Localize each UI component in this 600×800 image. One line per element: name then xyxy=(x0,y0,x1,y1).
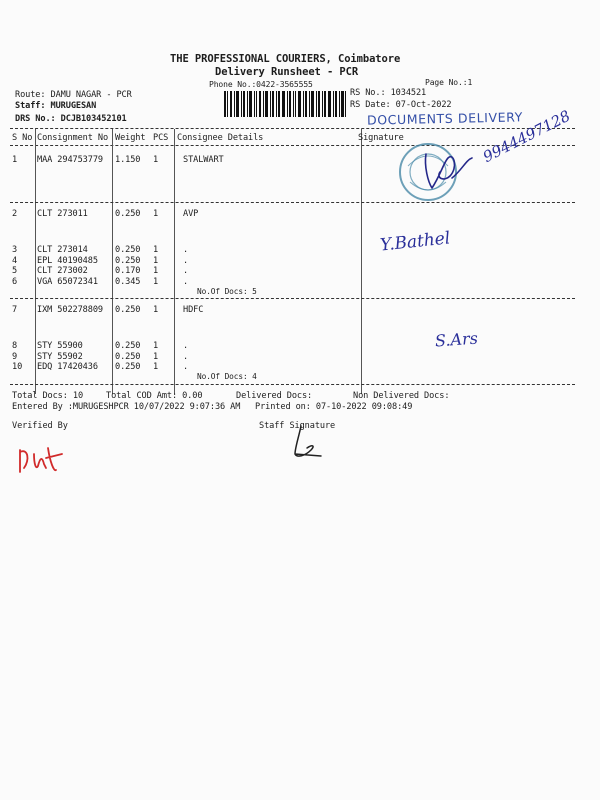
row-separator xyxy=(10,202,575,203)
table-top-rule xyxy=(10,128,575,129)
table-divider xyxy=(112,129,113,394)
delivered-docs: Delivered Docs: xyxy=(236,391,313,401)
col-weight: Weight xyxy=(115,133,146,143)
cell-sno: 10 xyxy=(12,362,23,372)
cell-weight: 0.250 xyxy=(115,245,141,255)
cell-pcs: 1 xyxy=(153,341,159,351)
cell-consignment: EDQ 17420436 xyxy=(37,362,98,372)
cell-consignment: CLT 273011 xyxy=(37,209,88,219)
cell-consignee: HDFC xyxy=(183,305,204,315)
page-number: Page No.:1 xyxy=(425,78,473,87)
table-divider xyxy=(35,129,36,394)
cell-consignment: STY 55902 xyxy=(37,352,83,362)
phone-number: Phone No.:0422-3565555 xyxy=(209,80,313,89)
cell-pcs: 1 xyxy=(153,256,159,266)
cell-weight: 1.150 xyxy=(115,155,141,165)
table-bottom-rule xyxy=(10,384,575,385)
cell-consignee: . xyxy=(183,362,189,372)
rs-date: RS Date: 07-Oct-2022 xyxy=(350,100,452,110)
cell-pcs: 1 xyxy=(153,277,159,287)
total-docs: Total Docs: 10 xyxy=(12,391,84,401)
handwritten-signature: Y.Bathel xyxy=(379,228,452,256)
cell-consignment: VGA 65072341 xyxy=(37,277,98,287)
cell-consignee: STALWART xyxy=(183,155,224,165)
verified-by-label: Verified By xyxy=(12,421,68,431)
cell-pcs: 1 xyxy=(153,362,159,372)
cell-weight: 0.250 xyxy=(115,209,141,219)
cell-sno: 1 xyxy=(12,155,18,165)
cell-consignment: STY 55900 xyxy=(37,341,83,351)
entered-by: Entered By :MURUGESHPCR 10/07/2022 9:07:36 AM xyxy=(12,402,241,412)
row-separator xyxy=(10,298,575,299)
printed-on: Printed on: 07-10-2022 09:08:49 xyxy=(255,402,413,412)
company-title: THE PROFESSIONAL COURIERS, Coimbatore xyxy=(170,53,401,65)
non-delivered-docs: Non Delivered Docs: xyxy=(353,391,450,401)
cell-consignee: . xyxy=(183,266,189,276)
cell-consignee: . xyxy=(183,341,189,351)
cell-pcs: 1 xyxy=(153,245,159,255)
docs-count-note: No.Of Docs: 5 xyxy=(197,287,257,296)
cell-weight: 0.170 xyxy=(115,266,141,276)
handwritten-phone: 9944497128 xyxy=(480,106,574,167)
runsheet-title: Delivery Runsheet - PCR xyxy=(215,66,359,78)
table-divider xyxy=(174,129,175,394)
cell-consignee: . xyxy=(183,277,189,287)
staff-signature-scribble xyxy=(287,424,327,460)
cell-weight: 0.250 xyxy=(115,341,141,351)
col-signature: Signature xyxy=(358,133,404,143)
cell-sno: 5 xyxy=(12,266,18,276)
cell-sno: 6 xyxy=(12,277,18,287)
cell-sno: 7 xyxy=(12,305,18,315)
cell-weight: 0.250 xyxy=(115,362,141,372)
col-pcs: PCS xyxy=(153,133,169,143)
cell-sno: 8 xyxy=(12,341,18,351)
col-sno: S No xyxy=(12,133,33,143)
table-divider xyxy=(361,129,362,394)
staff-signature-label: Staff Signature xyxy=(259,421,336,431)
cell-weight: 0.345 xyxy=(115,277,141,287)
cell-consignment: CLT 273002 xyxy=(37,266,88,276)
cell-consignee: AVP xyxy=(183,209,199,219)
cell-sno: 2 xyxy=(12,209,18,219)
rs-number: RS No.: 1034521 xyxy=(350,88,427,98)
cell-sno: 3 xyxy=(12,245,18,255)
route-label: Route: DAMU NAGAR - PCR xyxy=(15,90,132,100)
docs-count-note: No.Of Docs: 4 xyxy=(197,372,257,381)
cell-consignee: . xyxy=(183,245,189,255)
barcode xyxy=(224,91,346,117)
handwritten-signature: S.Ars xyxy=(434,328,479,351)
cell-pcs: 1 xyxy=(153,155,159,165)
cell-consignee: . xyxy=(183,256,189,266)
cell-consignment: MAA 294753779 xyxy=(37,155,103,165)
cell-consignment: CLT 273014 xyxy=(37,245,88,255)
staff-label: Staff: MURUGESAN xyxy=(15,101,97,111)
cell-sno: 4 xyxy=(12,256,18,266)
col-consignee: Consignee Details xyxy=(177,133,264,143)
signature-scribble xyxy=(418,148,478,194)
cell-weight: 0.250 xyxy=(115,256,141,266)
cell-consignee: . xyxy=(183,352,189,362)
cell-consignment: IXM 502278809 xyxy=(37,305,103,315)
total-cod-amount: Total COD Amt: 0.00 xyxy=(106,391,203,401)
cell-pcs: 1 xyxy=(153,352,159,362)
verifier-initials xyxy=(16,440,66,480)
col-consignment: Consignment No xyxy=(37,133,109,143)
cell-pcs: 1 xyxy=(153,305,159,315)
cell-weight: 0.250 xyxy=(115,305,141,315)
documents-delivery-stamp: DOCUMENTS DELIVERY xyxy=(366,109,524,128)
cell-pcs: 1 xyxy=(153,209,159,219)
cell-weight: 0.250 xyxy=(115,352,141,362)
cell-pcs: 1 xyxy=(153,266,159,276)
cell-sno: 9 xyxy=(12,352,18,362)
drs-number: DRS No.: DCJB103452101 xyxy=(15,114,127,124)
cell-consignment: EPL 40190485 xyxy=(37,256,98,266)
